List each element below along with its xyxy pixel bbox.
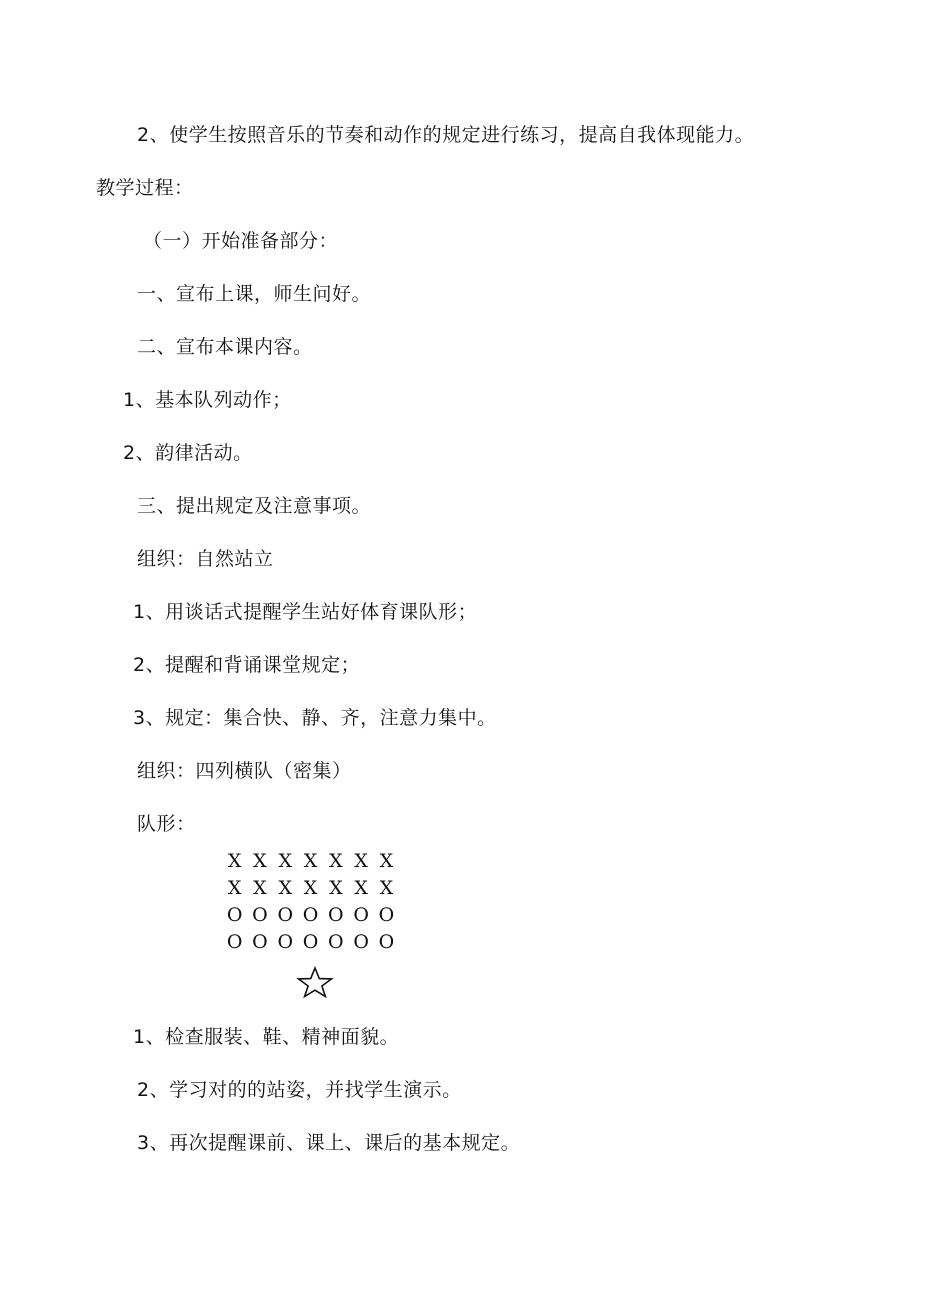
step-line-3: 三、提出规定及注意事项。 xyxy=(137,495,372,517)
student-mark: O xyxy=(328,931,344,953)
student-mark: O xyxy=(277,931,294,953)
student-mark: X xyxy=(227,850,242,872)
step-line-1: 一、宣布上课，师生问好。 xyxy=(137,283,372,305)
student-mark: O xyxy=(226,904,243,926)
student-mark: O xyxy=(252,904,268,926)
student-mark: X xyxy=(303,877,318,899)
step-line-2: 二、宣布本课内容。 xyxy=(137,336,313,358)
formation-row xyxy=(222,877,399,904)
formation-diagram xyxy=(222,850,399,958)
part-heading-preparation: （一）开始准备部分： xyxy=(143,230,339,252)
check-item-1: 1、检查服装、鞋、精神面貌。 xyxy=(133,1026,400,1048)
student-mark: O xyxy=(302,904,319,926)
student-mark: X xyxy=(227,877,242,899)
formation-row xyxy=(222,850,399,877)
student-mark: O xyxy=(378,931,395,953)
requirement-item-2: 2、提醒和背诵课堂规定； xyxy=(133,654,361,676)
star-outline-icon xyxy=(296,966,334,998)
student-mark: O xyxy=(226,931,243,953)
student-mark: X xyxy=(278,877,292,899)
student-mark: X xyxy=(278,850,292,872)
student-mark: X xyxy=(303,850,318,872)
formation-row xyxy=(222,904,399,931)
check-item-2: 2、学习对的的站姿，并找学生演示。 xyxy=(137,1079,462,1101)
student-mark: O xyxy=(353,931,369,953)
student-mark: X xyxy=(354,850,368,872)
student-mark: X xyxy=(253,850,267,872)
student-mark: X xyxy=(379,850,394,872)
student-mark: O xyxy=(353,904,369,926)
content-item-2: 2、韵律活动。 xyxy=(123,442,253,464)
requirement-item-1: 1、用谈话式提醒学生站好体育课队形； xyxy=(133,601,478,623)
student-mark: O xyxy=(302,931,319,953)
student-mark: X xyxy=(329,877,343,899)
requirement-item-3: 3、规定：集合快、静、齐，注意力集中。 xyxy=(133,707,497,729)
student-mark: O xyxy=(252,931,268,953)
student-mark: X xyxy=(354,877,368,899)
check-item-3: 3、再次提醒课前、课上、课后的基本规定。 xyxy=(137,1132,521,1154)
organization-line-2: 组织：四列横队（密集） xyxy=(137,760,352,782)
student-mark: O xyxy=(378,904,395,926)
student-mark: X xyxy=(329,850,343,872)
content-item-1: 1、基本队列动作； xyxy=(123,389,292,411)
student-mark: O xyxy=(277,904,294,926)
student-mark: O xyxy=(328,904,344,926)
student-mark: X xyxy=(253,877,267,899)
student-mark: X xyxy=(379,877,394,899)
organization-line-1: 组织：自然站立 xyxy=(137,548,274,570)
objective-line-2: 2、使学生按照音乐的节奏和动作的规定进行练习，提高自我体现能力。 xyxy=(137,124,755,146)
formation-label: 队形： xyxy=(137,813,196,835)
section-heading-teaching-process: 教学过程： xyxy=(96,177,194,199)
formation-row xyxy=(222,931,399,958)
